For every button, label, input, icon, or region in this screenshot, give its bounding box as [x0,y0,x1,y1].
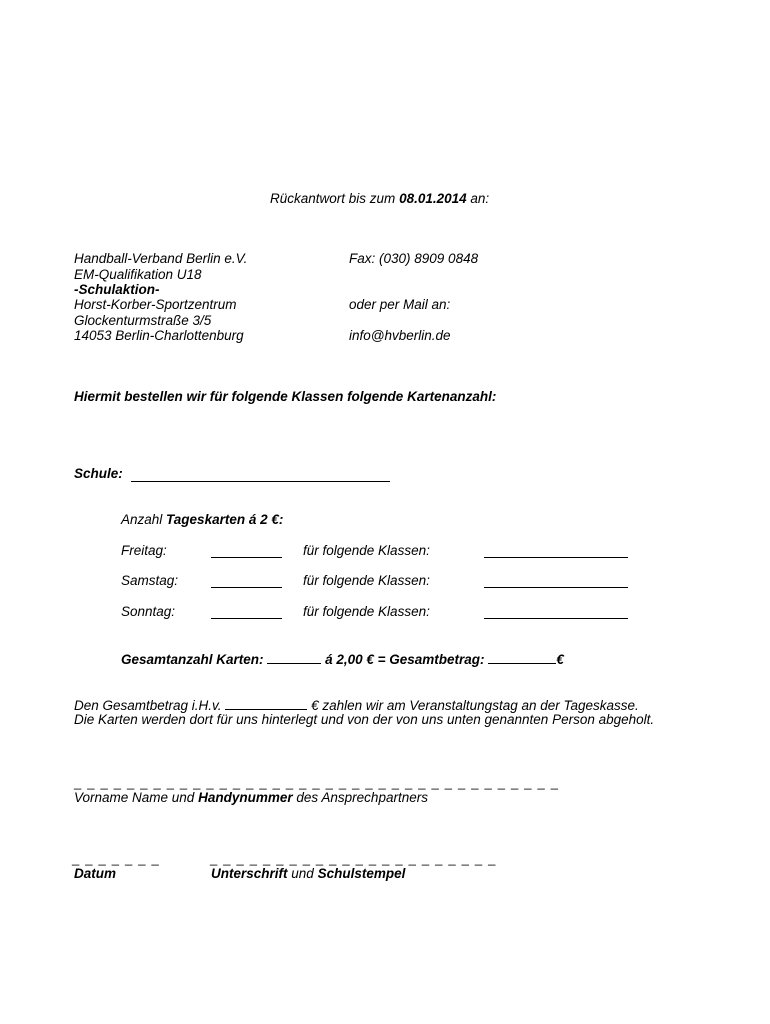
sunday-classes-blank[interactable] [484,618,628,619]
payment-text-a: Den Gesamtbetrag i.H.v. [74,698,222,713]
signature-dashed-line[interactable]: _ _ _ _ _ _ _ _ _ _ _ _ _ _ _ _ _ _ _ _ _ _ [210,851,497,866]
school-row [74,466,123,482]
contact-dashed-line[interactable]: _ _ _ _ _ _ _ _ _ _ _ _ _ _ _ _ _ _ _ _ _ _ _ _ _ _ _ _ _ _ _ _ _ _ _ _ _ [74,775,560,790]
or-mail-label: oder per Mail an: [349,297,451,312]
total-price-label: á 2,00 € = Gesamtbetrag: [325,652,485,667]
address-org: Handball-Verband Berlin e.V. [74,251,248,266]
contact-caption-c: des Ansprechpartners [296,790,428,805]
contact-caption [74,790,428,806]
friday-classes-label: für folgende Klassen: [303,543,430,558]
date-dashed-line[interactable]: _ _ _ _ _ _ _ [72,851,160,866]
payment-text-b: € zahlen wir am Veranstaltungstag an der Tageskasse. [311,698,639,713]
friday-classes-blank[interactable] [484,557,628,558]
contact-caption-a: Vorname Name und [74,790,195,805]
sunday-classes-label: für folgende Klassen: [303,604,430,619]
day-sunday: Sonntag: [121,604,176,619]
total-row [121,651,564,668]
total-label: Gesamtanzahl Karten: [121,652,264,667]
day-friday: Freitag: [121,543,167,558]
address-city: 14053 Berlin-Charlottenburg [74,328,244,343]
fax-number: Fax: (030) 8909 0848 [349,251,479,266]
total-count-blank[interactable] [267,651,321,664]
tickets-prefix: Anzahl [121,512,163,527]
reply-deadline [270,191,489,207]
signature-caption [211,866,405,882]
tickets-heading [121,512,283,528]
address-street: Glockenturmstraße 3/5 [74,313,212,328]
day-saturday: Samstag: [121,573,179,588]
reply-date: 08.01.2014 [399,191,467,206]
signature-caption-c: Schulstempel [317,866,406,881]
total-currency: € [556,652,564,667]
order-intro: Hiermit bestellen wir für folgende Klassen folgende Kartenanzahl: [74,389,497,404]
date-caption: Datum [74,866,117,881]
reply-prefix: Rückantwort bis zum [270,191,396,206]
signature-caption-b: und [291,866,314,881]
reply-suffix: an: [470,191,490,206]
tickets-bold: Tageskarten á 2 €: [166,512,284,527]
address-event: EM-Qualifikation U18 [74,267,202,282]
contact-caption-b: Handynummer [198,790,293,805]
school-blank[interactable] [131,481,390,482]
saturday-count-blank[interactable] [211,587,282,588]
payment-amount-blank[interactable] [225,697,307,710]
friday-count-blank[interactable] [211,557,282,558]
signature-caption-a: Unterschrift [211,866,288,881]
saturday-classes-blank[interactable] [484,587,628,588]
school-label: Schule: [74,466,123,481]
address-action: -Schulaktion- [74,282,160,297]
payment-line-2: Die Karten werden dort für uns hinterlegt und von der von uns unten genannten Person abgeholt. [74,712,655,727]
address-venue: Horst-Korber-Sportzentrum [74,297,237,312]
saturday-classes-label: für folgende Klassen: [303,573,430,588]
email-address[interactable]: info@hvberlin.de [349,328,451,343]
sunday-count-blank[interactable] [211,618,282,619]
total-amount-blank[interactable] [488,651,556,664]
